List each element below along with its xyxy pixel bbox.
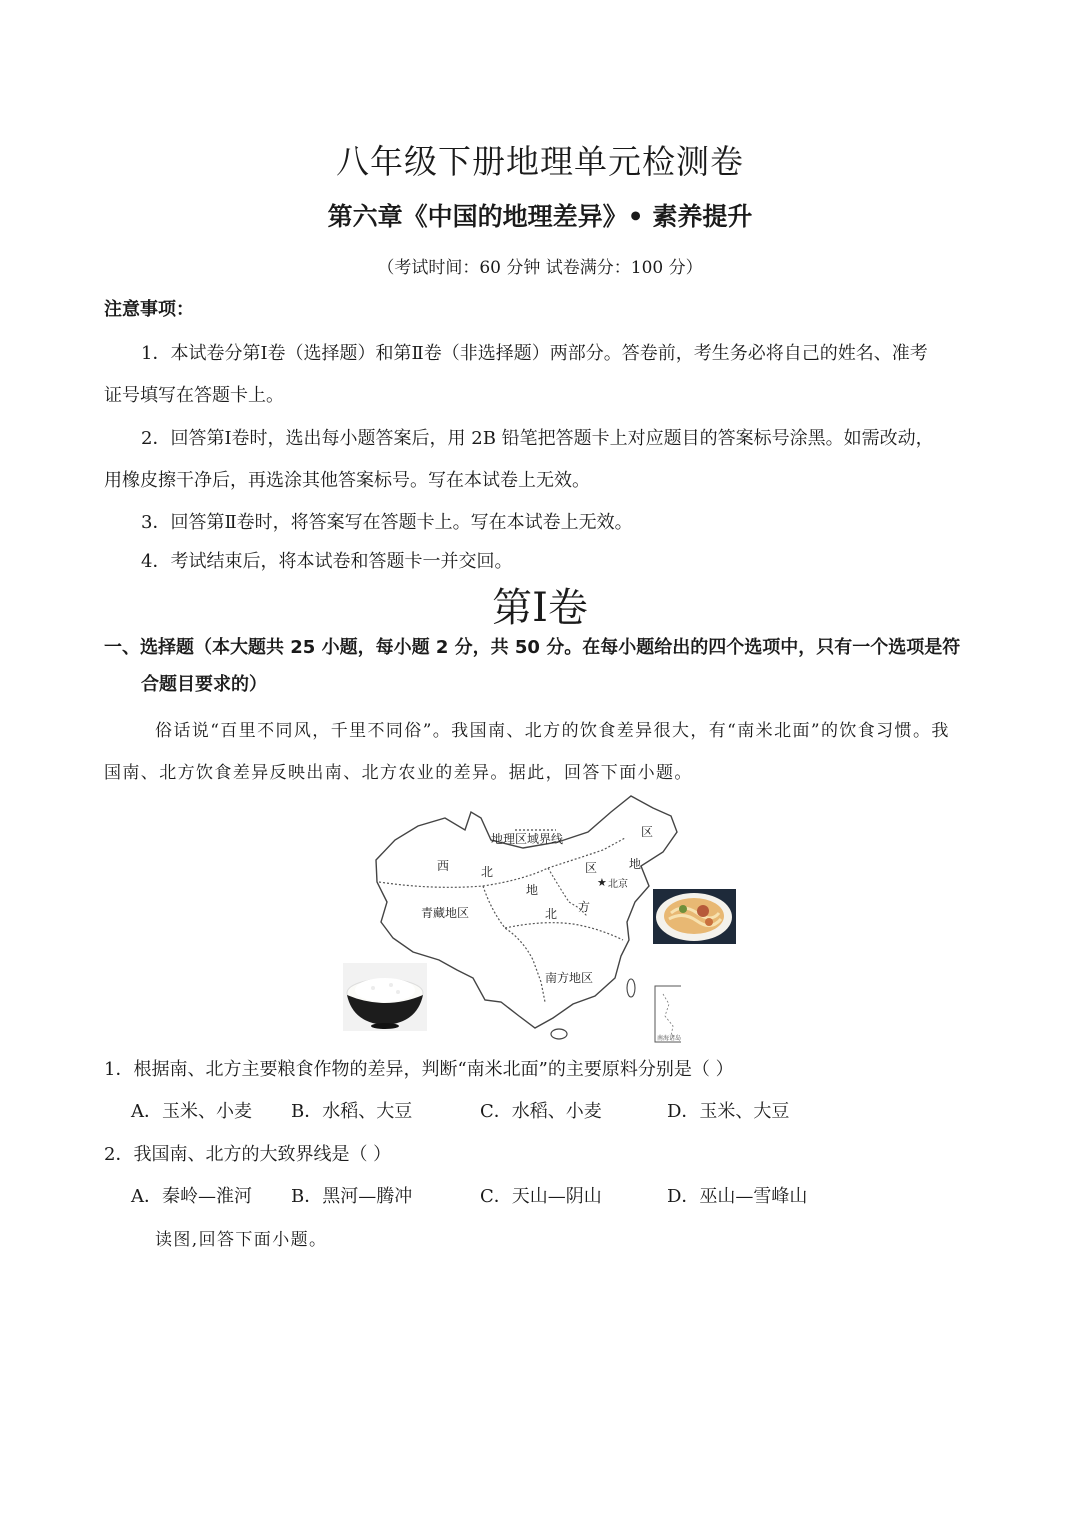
notice-heading: 注意事项： — [104, 299, 194, 320]
section-heading-line-2: 合题目要求的） — [141, 674, 267, 695]
notice-item-2-line-1: 2．回答第Ⅰ卷时，选出每小题答案后，用 2B 铅笔把答题卡上对应题目的答案标号涂黑。如需改动， — [141, 428, 934, 449]
page-subtitle: 第六章《中国的地理差异》• 素养提升 — [327, 202, 753, 231]
question-1-stem: 1．根据南、北方主要粮食作物的差异，判断“南米北面”的主要原料分别是（ ） — [104, 1059, 734, 1080]
map-label-south: 南方地区 — [545, 971, 594, 985]
map-label-bei-nw: 北 — [481, 865, 494, 879]
question-1-option-c[interactable]: C．水稻、小麦 — [480, 1101, 602, 1122]
notice-item-1-line-1: 1．本试卷分第Ⅰ卷（选择题）和第Ⅱ卷（非选择题）两部分。答卷前，考生务必将自己的姓名、准考 — [141, 343, 928, 364]
map-label-fang: 方 — [578, 900, 591, 914]
map-label-qingzang: 青藏地区 — [421, 906, 470, 920]
map-label-bei-n: 北 — [545, 907, 558, 921]
question-2-option-a[interactable]: A．秦岭—淮河 — [131, 1186, 252, 1207]
capital-star: ★ — [597, 876, 607, 889]
map-label-qu-1: 区 — [585, 861, 598, 875]
map-label-di-2: 地 — [526, 883, 539, 897]
inset-label: 南海诸岛 — [657, 1035, 681, 1042]
question-1-option-d[interactable]: D．玉米、大豆 — [667, 1101, 790, 1122]
question-2-option-c[interactable]: C．天山—阴山 — [480, 1186, 602, 1207]
question-1-option-b[interactable]: B．水稻、大豆 — [291, 1101, 413, 1122]
hainan-island — [551, 1029, 567, 1039]
intro-line-1: 俗话说“百里不同风，千里不同俗”。我国南、北方的饮食差异很大，有“南米北面”的饮食习惯。我 — [155, 721, 950, 741]
section-heading-line-1: 一、选择题（本大题共 25 小题，每小题 2 分，共 50 分。在每小题给出的四个选项中，只有一个选项是符 — [104, 637, 961, 658]
question-1-option-a[interactable]: A．玉米、小麦 — [131, 1101, 252, 1122]
read-map-prompt: 读图,回答下面小题。 — [155, 1230, 328, 1250]
south-sea-inset — [655, 986, 681, 1042]
map-label-di-1: 地 — [629, 857, 642, 871]
intro-line-2: 国南、北方饮食差异反映出南、北方农业的差异。据此，回答下面小题。 — [104, 763, 693, 783]
taiwan-island — [627, 979, 635, 997]
legend-label: 地理区域界线 — [491, 832, 564, 846]
volume-title: 第Ⅰ卷 — [492, 585, 588, 631]
map-label-beijing: 北京 — [608, 879, 628, 890]
question-2-option-b[interactable]: B．黑河—腾冲 — [291, 1186, 413, 1207]
notice-item-4: 4．考试结束后，将本试卷和答题卡一并交回。 — [141, 551, 513, 572]
notice-item-3: 3．回答第Ⅱ卷时，将答案写在答题卡上。写在本试卷上无效。 — [141, 512, 633, 533]
question-2-stem: 2．我国南、北方的大致界线是（ ） — [104, 1144, 392, 1165]
exam-info: （考试时间：60 分钟 试卷满分：100 分） — [377, 258, 703, 278]
question-2-option-d[interactable]: D．巫山—雪峰山 — [667, 1186, 808, 1207]
map-label-qu-2: 区 — [641, 825, 654, 839]
page-title: 八年级下册地理单元检测卷 — [336, 142, 744, 181]
notice-item-1-line-2: 证号填写在答题卡上。 — [104, 385, 284, 406]
map-label-xi: 西 — [437, 859, 450, 873]
notice-item-2-line-2: 用橡皮擦干净后，再选涂其他答案标号。写在本试卷上无效。 — [104, 470, 590, 491]
china-regions-map — [373, 790, 681, 1046]
